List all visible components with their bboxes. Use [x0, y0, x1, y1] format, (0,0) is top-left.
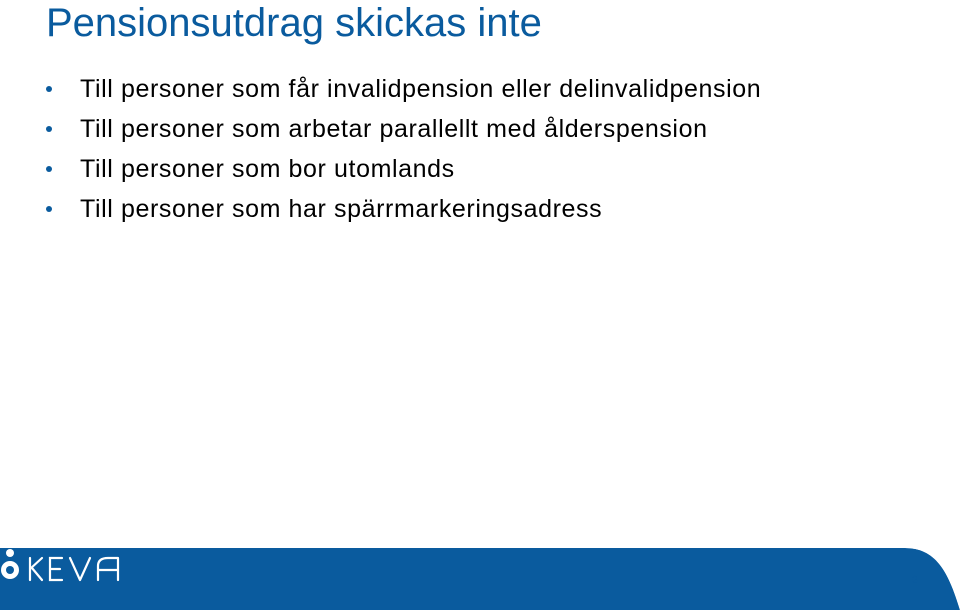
bullet-icon	[46, 206, 52, 212]
keva-logo-icon	[0, 548, 150, 584]
bullet-icon	[46, 166, 52, 172]
bullet-text: Till personer som bor utomlands	[80, 155, 455, 183]
bullet-text: Till personer som arbetar parallellt med ålderspension	[80, 115, 708, 143]
bullet-list	[46, 70, 761, 230]
slide-title: Pensionsutdrag skickas inte	[46, 1, 542, 45]
bullet-item	[46, 150, 761, 190]
bullet-item	[46, 190, 761, 230]
footer-bar	[0, 548, 960, 610]
page-number: 9	[911, 574, 918, 586]
bullet-text: Till personer som får invalidpension eller delinvalidpension	[80, 75, 762, 103]
bullet-item	[46, 70, 761, 110]
bullet-item	[46, 110, 761, 150]
bullet-text: Till personer som har spärrmarkeringsadress	[80, 195, 603, 223]
bullet-icon	[46, 86, 52, 92]
bullet-icon	[46, 126, 52, 132]
